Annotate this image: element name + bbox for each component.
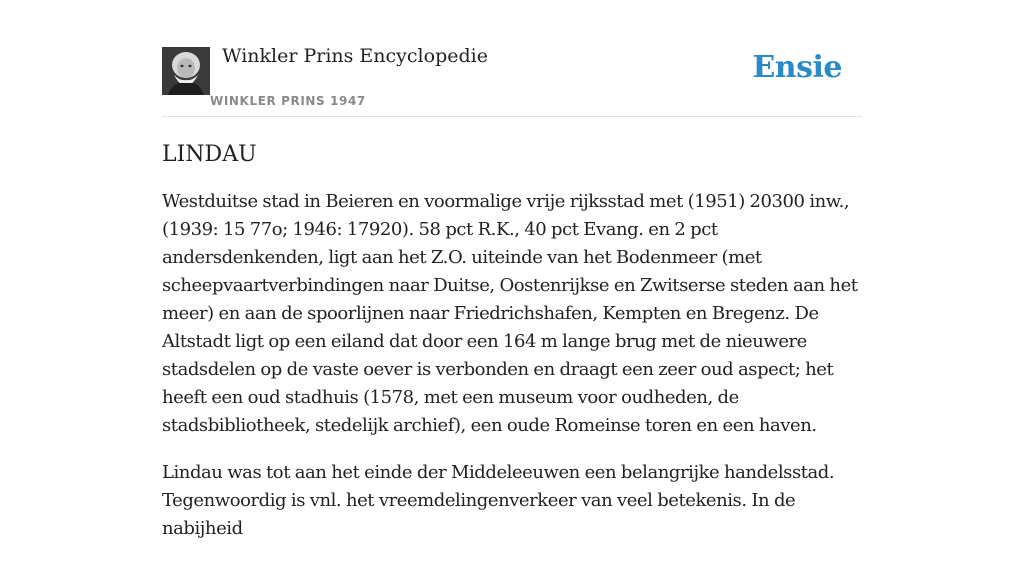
site-header [162, 0, 862, 117]
edition-label[interactable]: WINKLER PRINS 1947 [210, 94, 366, 108]
author-avatar[interactable] [162, 47, 210, 95]
ensie-logo[interactable]: Ensie [752, 50, 842, 85]
article-title: LINDAU [162, 142, 257, 167]
article-paragraph: Lindau was tot aan het einde der Middeleeuwen een belangrijke handelsstad. Tegenwoordig is vnl. het vreemdelingenverkeer van veel betekenis. In de nabijheid [162, 462, 835, 539]
author-portrait-icon [162, 47, 210, 95]
site-title[interactable]: Winkler Prins Encyclopedie [222, 45, 488, 67]
article-paragraph: Westduitse stad in Beieren en voormalige vrije rijksstad met (1951) 20300 inw., (1939: 15 77o; 1946: 17920). 58 pct R.K., 40 pct Evang. en 2 pct andersdenkenden, ligt aan het Z.O. uiteinde van het Bodenmeer (met scheepvaartverbindingen naar Duitse, Oostenrijkse en Zwitserse steden aan het meer) en aan de spoorlijnen naar Friedrichshafen, Kempten en Bregenz. De Altstadt ligt op een eiland dat door een 164 m lange brug met de nieuwere stadsdelen op de vaste oever is verbonden en draagt een zeer oud aspect; het heeft een oud stadhuis (1578, met een museum voor oudheden, de stadsbibliotheek, stedelijk archief), een oude Romeinse toren en een haven. [162, 191, 858, 436]
article [162, 140, 862, 562]
